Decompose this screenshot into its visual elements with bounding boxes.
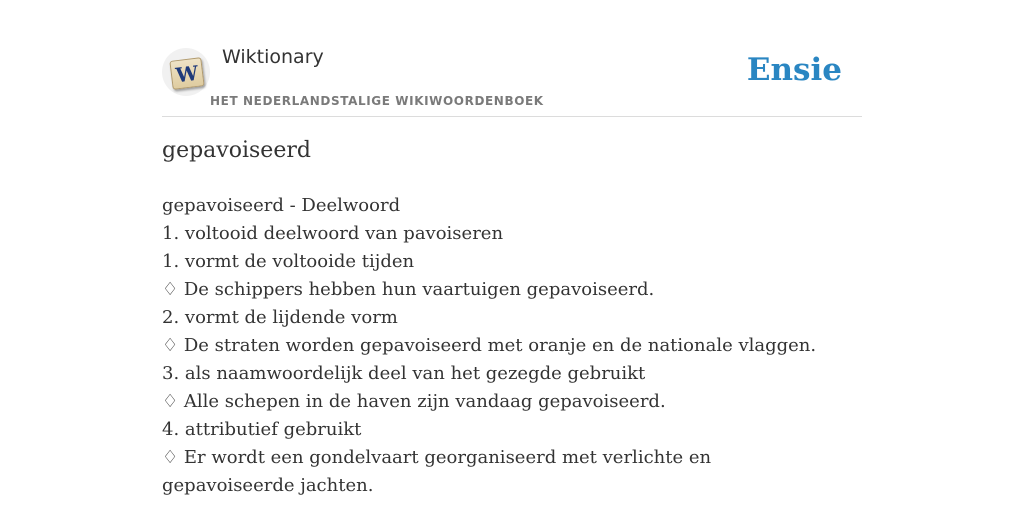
definition-item: 1. voltooid deelwoord van pavoiseren <box>162 223 504 244</box>
word-class-line: gepavoiseerd - Deelwoord <box>162 195 401 216</box>
wiktionary-logo[interactable] <box>162 48 210 96</box>
ensie-brand-link[interactable]: Ensie <box>746 52 842 88</box>
site-tagline: HET NEDERLANDSTALIGE WIKIWOORDENBOEK <box>210 94 544 108</box>
site-header <box>162 44 862 117</box>
site-name[interactable]: Wiktionary <box>222 46 324 68</box>
definition-subitem: 3. als naamwoordelijk deel van het gezegde gebruikt <box>162 363 646 384</box>
example-sentence: ♢ De straten worden gepavoiseerd met oranje en de nationale vlaggen. <box>162 335 817 356</box>
definition-subitem: 1. vormt de voltooide tijden <box>162 251 415 272</box>
page-title: gepavoiseerd <box>162 138 311 163</box>
wiktionary-logo-icon: W <box>169 57 204 90</box>
example-sentence: ♢ De schippers hebben hun vaartuigen gepavoiseerd. <box>162 279 655 300</box>
definition-content <box>162 192 822 500</box>
example-sentence: ♢ Er wordt een gondelvaart georganiseerd met verlichte en gepavoiseerde jachten. <box>162 447 712 496</box>
definition-subitem: 4. attributief gebruikt <box>162 419 362 440</box>
example-sentence: ♢ Alle schepen in de haven zijn vandaag gepavoiseerd. <box>162 391 666 412</box>
definition-subitem: 2. vormt de lijdende vorm <box>162 307 398 328</box>
